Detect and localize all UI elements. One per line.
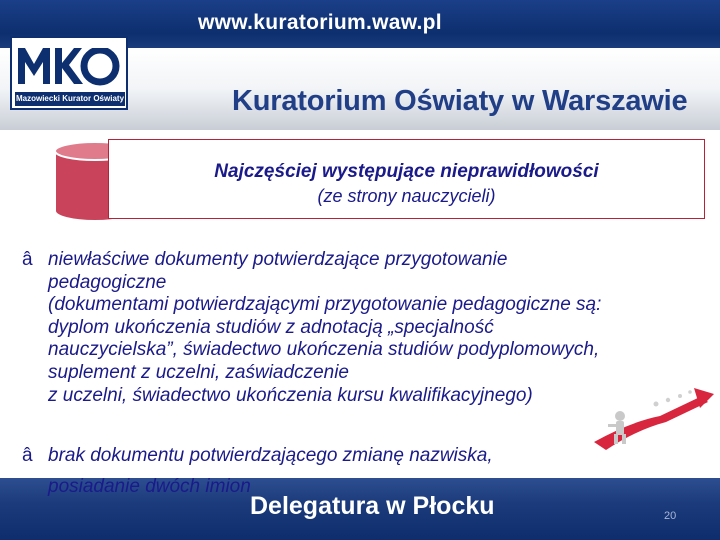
- slide-title-box: [108, 139, 705, 219]
- bullet-1-line-3: (dokumentami potwierdzającymi przygotowanie pedagogiczne są:: [48, 294, 602, 316]
- bullet-text-2: [48, 445, 708, 468]
- footer-title: Delegatura w Płocku: [250, 492, 495, 520]
- bullet-1-line-1: niewłaściwe dokumenty potwierdzające przygotowanie: [48, 249, 508, 270]
- bullet-1-line-5: nauczycielska”, świadectwo ukończenia studiów podyplomowych,: [48, 339, 600, 361]
- bullet-1-line-2: pedagogiczne: [48, 271, 167, 293]
- bullet-marker: â: [22, 445, 33, 466]
- bullet-2-line-1: brak dokumentu potwierdzającego zmianę nazwiska,: [48, 445, 493, 466]
- slide-title: Najczęściej występujące nieprawidłowości: [214, 161, 599, 182]
- bullet-2-line-2: posiadanie dwóch imion: [48, 476, 251, 497]
- bullet-1-line-4: dyplom ukończenia studiów z adnotacją „specjalność: [48, 316, 494, 338]
- red-arrow-figure-icon: [590, 382, 718, 452]
- website-url: www.kuratorium.waw.pl: [198, 11, 442, 34]
- mko-logo: [10, 36, 128, 110]
- header-title: Kuratorium Oświaty w Warszawie: [232, 85, 688, 117]
- bullet-marker: â: [22, 249, 33, 270]
- slide-subtitle: (ze strony nauczycieli): [317, 186, 496, 206]
- bullet-1-line-6: suplement z uczelni, zaświadczenie: [48, 361, 349, 383]
- mko-logo-mark-icon: [12, 38, 126, 92]
- bullet-1-line-7: z uczelni, świadectwo ukończenia kursu kwalifikacyjnego): [48, 384, 533, 406]
- logo-caption: Mazowiecki Kurator Oświaty: [15, 92, 125, 106]
- page-number: 20: [664, 510, 677, 522]
